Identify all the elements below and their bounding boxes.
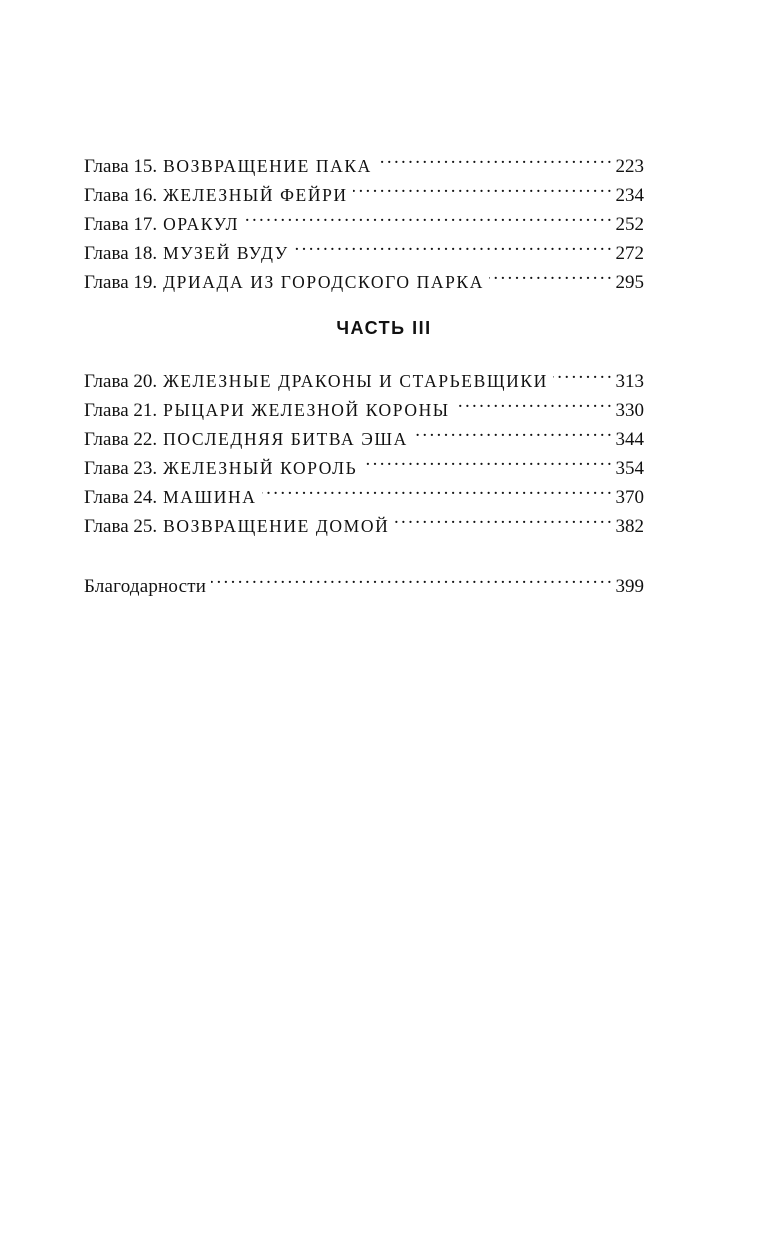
chapter-title: ПОСЛЕДНЯЯ БИТВА ЭША	[163, 429, 408, 449]
chapter-number: Глава 24.	[84, 487, 158, 508]
chapter-title: ВОЗВРАЩЕНИЕ ДОМОЙ	[163, 516, 390, 536]
dot-leader	[211, 563, 610, 592]
chapter-number: Глава 20.	[84, 371, 158, 392]
toc-section-part-three	[84, 358, 644, 537]
page-number: 313	[615, 371, 644, 392]
toc-section-back-matter	[84, 563, 644, 597]
dot-leader	[262, 474, 611, 503]
page-number: 344	[615, 429, 644, 450]
chapter-title: ОРАКУЛ	[163, 214, 240, 234]
chapter-title: МАШИНА	[163, 487, 257, 507]
page-number: 252	[615, 214, 644, 235]
dot-leader	[394, 503, 610, 532]
page-number: 330	[615, 400, 644, 421]
chapter-number: Глава 25.	[84, 516, 158, 537]
chapter-number: Глава 19.	[84, 272, 158, 293]
chapter-title: ДРИАДА ИЗ ГОРОДСКОГО ПАРКА	[163, 272, 484, 292]
chapter-number: Глава 15.	[84, 156, 158, 177]
page-number: 382	[615, 516, 644, 537]
part-heading: ЧАСТЬ III	[336, 318, 432, 338]
chapter-number: Глава 21.	[84, 400, 158, 421]
chapter-title: РЫЦАРИ ЖЕЛЕЗНОЙ КОРОНЫ	[163, 400, 450, 420]
dot-leader	[455, 387, 611, 416]
page-number: 295	[615, 272, 644, 293]
toc-section-part-two	[84, 143, 644, 293]
chapter-title: ЖЕЛЕЗНЫЕ ДРАКОНЫ И СТАРЬЕВЩИКИ	[163, 371, 548, 391]
page-number: 354	[615, 458, 644, 479]
page-number: 234	[615, 185, 644, 206]
page-number: 272	[615, 243, 644, 264]
dot-leader	[362, 445, 610, 474]
toc-entry-chapter-15[interactable]	[84, 143, 644, 177]
dot-leader	[353, 172, 611, 201]
chapter-number: Глава 23.	[84, 458, 158, 479]
chapter-title: ЖЕЛЕЗНЫЙ ФЕЙРИ	[163, 185, 348, 205]
chapter-title: ЖЕЛЕЗНЫЙ КОРОЛЬ	[163, 458, 358, 478]
dot-leader	[377, 143, 611, 172]
dot-leader	[413, 416, 611, 445]
chapter-number: Глава 18.	[84, 243, 158, 264]
page-number: 370	[615, 487, 644, 508]
toc-entry-acknowledgements[interactable]	[84, 563, 644, 597]
page-number: 399	[615, 576, 644, 597]
chapter-title: МУЗЕЙ ВУДУ	[163, 243, 289, 263]
chapter-number: Глава 22.	[84, 429, 158, 450]
dot-leader	[244, 201, 610, 230]
dot-leader	[294, 230, 611, 259]
chapter-number: Глава 17.	[84, 214, 158, 235]
toc-entry-chapter-20[interactable]	[84, 358, 644, 392]
dot-leader	[489, 259, 611, 288]
page-number: 223	[615, 156, 644, 177]
acknowledgements-title: Благодарности	[84, 576, 207, 597]
chapter-number: Глава 16.	[84, 185, 158, 206]
dot-leader	[553, 358, 611, 387]
chapter-title: ВОЗВРАЩЕНИЕ ПАКА	[163, 156, 372, 176]
